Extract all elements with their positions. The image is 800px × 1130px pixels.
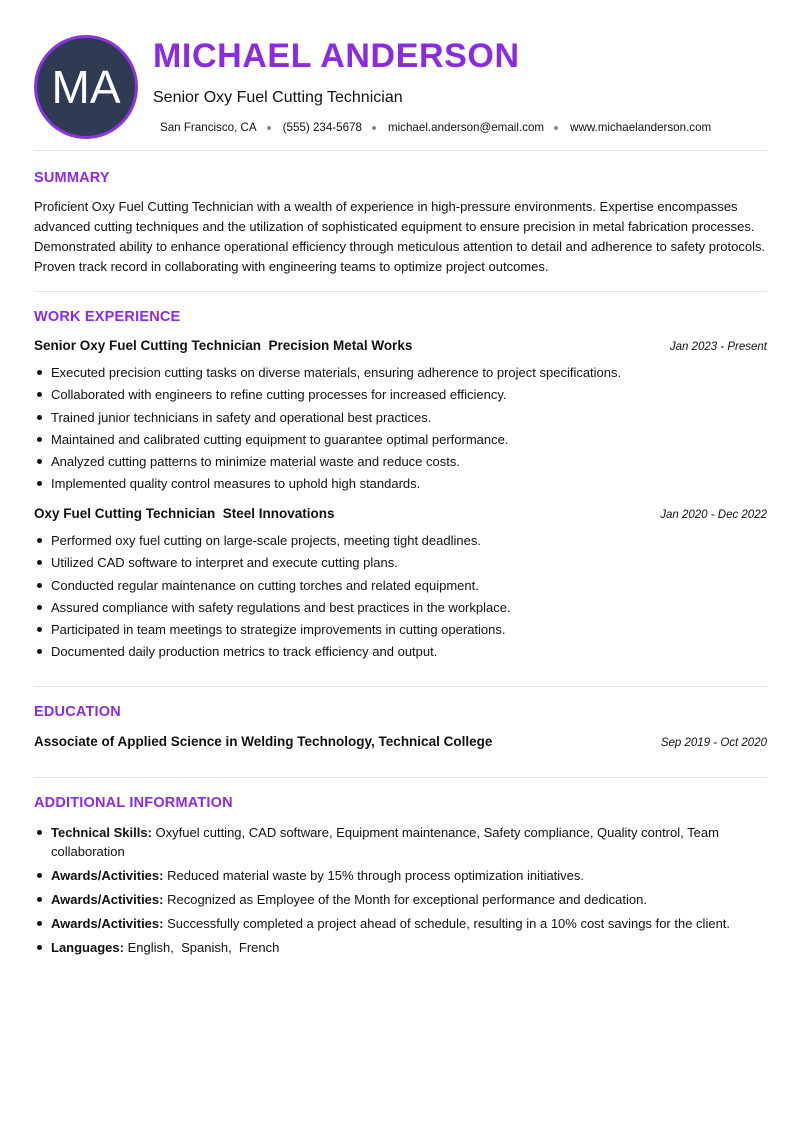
additional-info-list bbox=[34, 823, 769, 962]
info-text: Reduced material waste by 15% through process optimization initiatives. bbox=[167, 868, 585, 883]
languages-label: Languages: bbox=[51, 940, 124, 955]
info-label: Technical Skills: bbox=[51, 825, 152, 840]
list-item: Utilized CAD software to interpret and execute cutting plans. bbox=[34, 554, 769, 576]
contact-phone: (555) 234-5678 bbox=[282, 121, 362, 134]
divider bbox=[34, 686, 767, 687]
info-text: Recognized as Employee of the Month for exceptional performance and dedication. bbox=[167, 892, 647, 907]
contact-email[interactable]: michael.anderson@email.com bbox=[387, 121, 545, 134]
divider bbox=[34, 777, 767, 778]
language: , Spanish bbox=[170, 940, 228, 955]
work-experience-heading: WORK EXPERIENCE bbox=[34, 309, 181, 325]
job-header bbox=[34, 338, 767, 353]
contact-bar bbox=[160, 121, 711, 134]
education-dates: Sep 2019 - Oct 2020 bbox=[660, 737, 767, 749]
list-item: Performed oxy fuel cutting on large-scale projects, meeting tight deadlines. bbox=[34, 532, 769, 554]
list-item: Assured compliance with safety regulations and best practices in the workplace. bbox=[34, 599, 769, 621]
info-label: Awards/Activities: bbox=[51, 916, 164, 931]
list-item bbox=[34, 823, 769, 861]
education-entry bbox=[34, 734, 767, 749]
info-label: Awards/Activities: bbox=[51, 892, 164, 907]
list-item: Participated in team meetings to strategize improvements in cutting operations. bbox=[34, 621, 769, 643]
candidate-name: MICHAEL ANDERSON bbox=[153, 37, 520, 75]
list-item: Executed precision cutting tasks on diverse materials, ensuring adherence to project specifications. bbox=[34, 364, 769, 386]
list-item: Implemented quality control measures to uphold high standards. bbox=[34, 475, 769, 497]
summary-heading: SUMMARY bbox=[34, 170, 110, 186]
list-item bbox=[34, 890, 769, 909]
list-item bbox=[34, 866, 769, 885]
job-dates: Jan 2023 - Present bbox=[669, 341, 767, 353]
job-header bbox=[34, 506, 767, 521]
languages-list bbox=[128, 940, 280, 955]
separator-dot bbox=[554, 126, 558, 130]
summary-text: Proficient Oxy Fuel Cutting Technician with a wealth of experience in high-pressure environments. Expertise encompasses advanced cutting techniques and the utilization of sophisticated equipment to ensure precision in metal fabrication processes. Demonstrated ability to enhance operational efficiency through meticulous attention to detail and adherence to safety protocols. Proven track record in collaborating with engineering teams to optimize project outcomes. bbox=[34, 199, 766, 274]
list-item bbox=[34, 938, 769, 957]
job-title: Senior Oxy Fuel Cutting Technician Precision Metal Works bbox=[34, 338, 413, 353]
language: English bbox=[127, 940, 171, 955]
contact-website[interactable]: www.michaelanderson.com bbox=[570, 121, 712, 134]
list-item: Trained junior technicians in safety and operational best practices. bbox=[34, 409, 769, 431]
list-item: Collaborated with engineers to refine cutting processes for increased efficiency. bbox=[34, 386, 769, 408]
divider bbox=[34, 150, 767, 151]
job-bullets bbox=[34, 532, 769, 666]
list-item: Documented daily production metrics to track efficiency and output. bbox=[34, 643, 769, 665]
education-heading: EDUCATION bbox=[34, 704, 121, 720]
list-item: Analyzed cutting patterns to minimize material waste and reduce costs. bbox=[34, 453, 769, 475]
job-bullets bbox=[34, 364, 769, 498]
candidate-title: Senior Oxy Fuel Cutting Technician bbox=[153, 89, 403, 106]
additional-info-heading: ADDITIONAL INFORMATION bbox=[34, 795, 233, 811]
list-item: Conducted regular maintenance on cutting torches and related equipment. bbox=[34, 577, 769, 599]
language: , French bbox=[228, 940, 279, 955]
divider bbox=[34, 291, 767, 292]
job-dates: Jan 2020 - Dec 2022 bbox=[660, 509, 767, 521]
contact-location: San Francisco, CA bbox=[160, 121, 257, 134]
info-label: Awards/Activities: bbox=[51, 868, 164, 883]
info-text: Oxyfuel cutting, CAD software, Equipment maintenance, Safety compliance, Quality control, Team collaboration bbox=[51, 825, 719, 859]
separator-dot bbox=[372, 126, 376, 130]
info-text: Successfully completed a project ahead of schedule, resulting in a 10% cost savings for the client. bbox=[167, 916, 731, 931]
list-item: Maintained and calibrated cutting equipment to guarantee optimal performance. bbox=[34, 431, 769, 453]
separator-dot bbox=[267, 126, 271, 130]
list-item bbox=[34, 914, 769, 933]
avatar-initials: MA bbox=[51, 61, 121, 113]
education-degree: Associate of Applied Science in Welding Technology, Technical College bbox=[34, 734, 493, 749]
job-title: Oxy Fuel Cutting Technician Steel Innovations bbox=[34, 506, 335, 521]
avatar bbox=[34, 35, 138, 139]
